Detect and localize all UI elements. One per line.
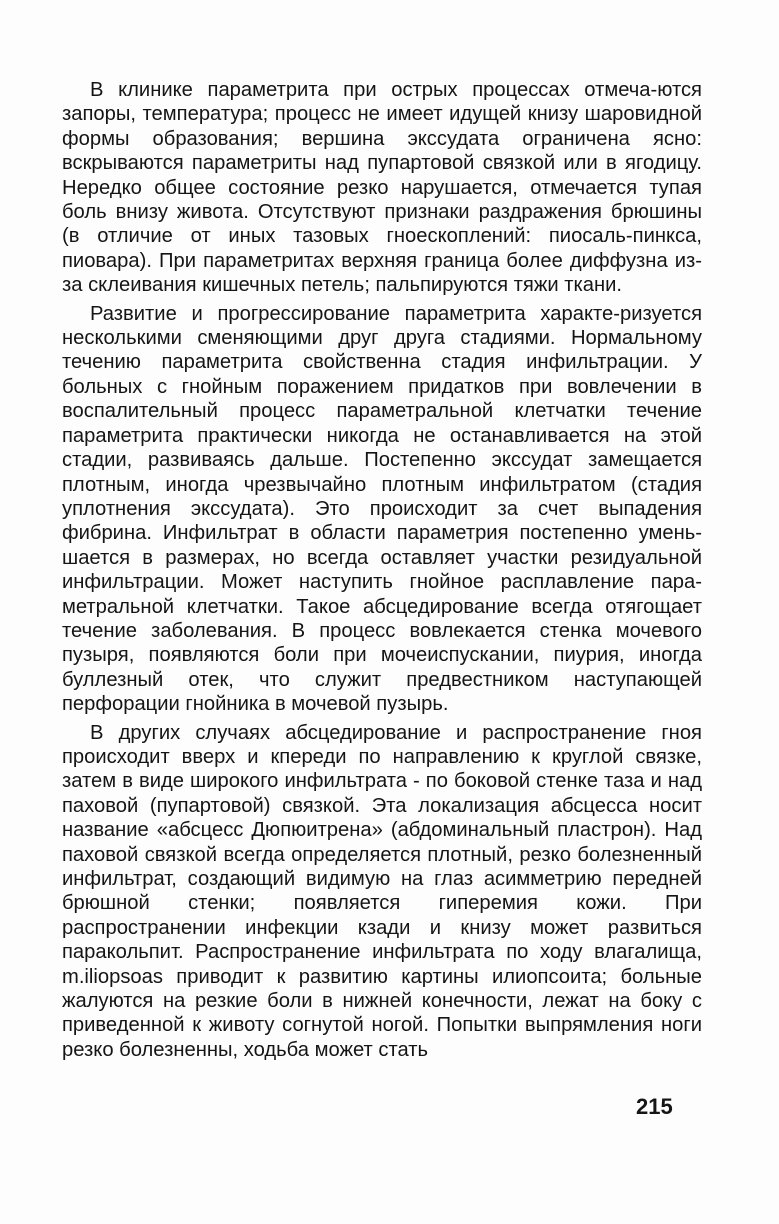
paragraph-1: В клинике параметрита при острых процессах отмеча-ются запоры, температура; процесс не имеет идущей книзу шаровидной формы образования; вершина экссудата ограничена ясно: вскрываются параметриты над пупартовой связкой или в ягодицу. Нередко общее состояние резко нарушается, отмечается тупая боль внизу живота. Отсутствуют признаки раздражения брюшины (в отличие от иных тазовых гноескоплений: пиосаль-пинкса, пиовара). При параметритах верхняя граница более диффузна из-за склеивания кишечных петель; пальпируются тяжи ткани.	[62, 79, 702, 297]
page-text	[62, 78, 702, 1066]
paragraph-2: Развитие и прогрессирование параметрита характе-ризуется несколькими сменяющими друг друга стадиями. Нормальному течению параметрита свойственна стадия инфильтрации. У больных с гнойным поражением придатков при вовлечении в воспалительный процесс параметральной клетчатки течение параметрита практически никогда не останавливается на этой стадии, развиваясь дальше. Постепенно экссудат замещается плотным, иногда чрезвычайно плотным инфильтратом (стадия уплотнения экссудата). Это происходит за счет выпадения фибрина. Инфильтрат в области параметрия постепенно умень-шается в размерах, но всегда оставляет участки резидуальной инфильтрации. Может наступить гнойное расплавление пара-метральной клетчатки. Такое абсцедирование всегда отягощает течение заболевания. В процесс вовлекается стенка мочевого пузыря, появляются боли при мочеиспускании, пиурия, иногда буллезный отек, что служит предвестником наступающей перфорации гнойника в мочевой пузырь.	[62, 302, 702, 716]
page-number: 215	[636, 1094, 673, 1119]
paragraph-3: В других случаях абсцедирование и распространение гноя происходит вверх и кпереди по направлению к круглой связке, затем в виде широкого инфильтрата - по боковой стенке таза и над паховой (пупартовой) связкой. Эта локализация абсцесса носит название «абсцесс Дюпюитрена» (абдоминальный пластрон). Над паховой связкой всегда определяется плотный, резко болезненный инфильтрат, создающий видимую на глаз асимметрию передней брюшной стенки; появляется гиперемия кожи. При распространении инфекции кзади и книзу может развиться паракольпит. Распространение инфильтрата по ходу влагалища, m.iliopsoas приводит к развитию картины илиопсоита; больные жалуются на резкие боли в нижней конечности, лежат на боку с приведенной к животу согнутой ногой. Попытки выпрямления ноги резко болезненны, ходьба может стать	[62, 721, 702, 1061]
